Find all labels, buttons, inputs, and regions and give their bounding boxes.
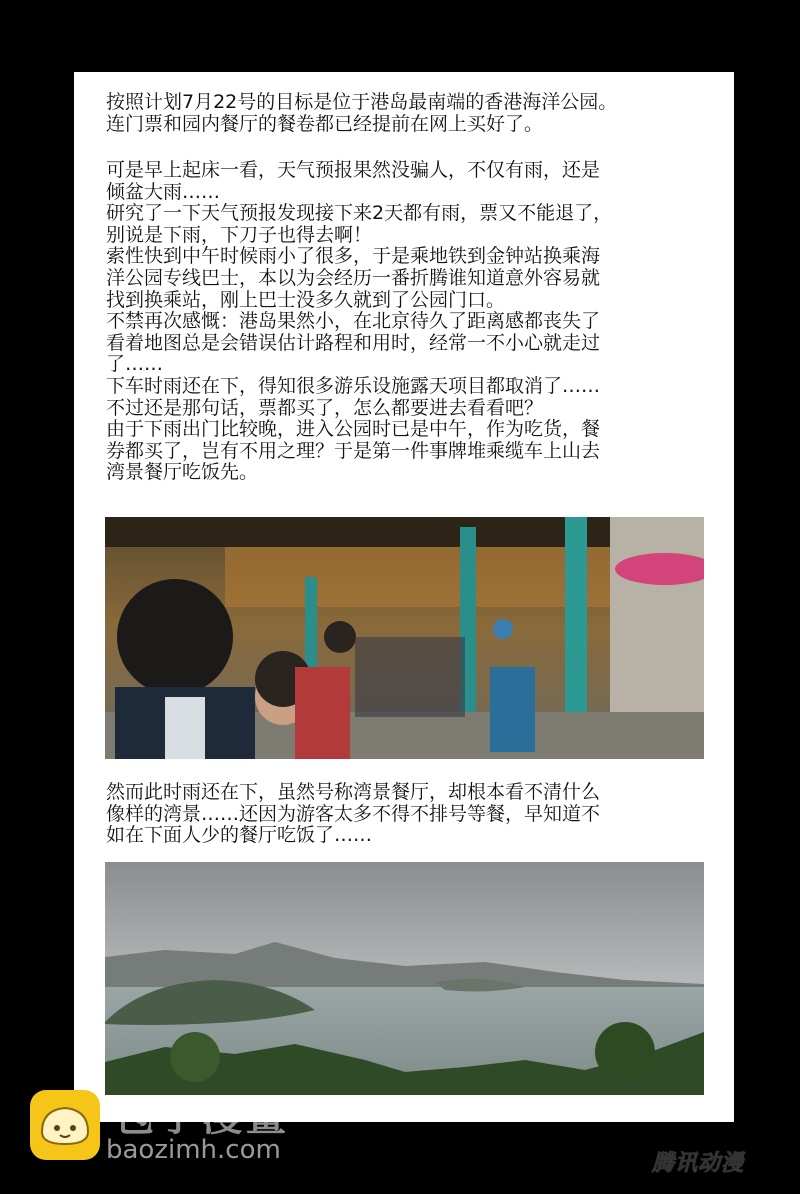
text-line: 看着地图总是会错误估计路程和用时，经常一不小心就走过: [106, 331, 601, 354]
paragraph-weather: [106, 160, 706, 484]
publisher-logo: 腾讯动漫: [652, 1151, 745, 1176]
watermark-url: baozimh.com: [106, 1135, 281, 1165]
text-line: 研究了一下天气预报发现接下来2天都有雨，票又不能退了，: [106, 202, 613, 225]
text-line: 如在下面人少的餐厅吃饭了……: [106, 824, 373, 847]
text-line: 倾盆大雨……: [106, 180, 221, 203]
watermark: [28, 1085, 358, 1175]
text-line: 然而此时雨还在下，虽然号称湾景餐厅，却根本看不清什么: [106, 781, 601, 803]
text-line: 连门票和园内餐厅的餐卷都已经提前在网上买好了。: [106, 112, 544, 135]
text-line: 不禁再次感慨：港岛果然小，在北京待久了距离感都丧失了: [106, 310, 601, 333]
text-line: 了……: [106, 353, 164, 376]
text-line: 湾景餐厅吃饭先。: [106, 461, 259, 484]
text-line: 像样的湾景……还因为游客太多不得不排号等餐，早知道不: [106, 802, 601, 825]
paragraph-restaurant: [106, 782, 706, 847]
watermark-name: 包子漫畫: [114, 1094, 290, 1140]
text-line: 下车时雨还在下，得知很多游乐设施露天项目都取消了……: [106, 374, 601, 397]
photo-bay-view: [105, 862, 704, 1095]
text-line: 按照计划7月22号的目标是位于港岛最南端的香港海洋公园。: [106, 91, 618, 113]
text-line: 由于下雨出门比较晚，进入公园时已是中午，作为吃货，餐: [106, 418, 601, 441]
bun-face-icon: [28, 1088, 102, 1162]
text-line: 找到换乘站，刚上巴士没多久就到了公园门口。: [106, 288, 506, 311]
text-line: 别说是下雨，下刀子也得去啊！: [106, 223, 373, 246]
text-line: 索性快到中午时候雨小了很多，于是乘地铁到金钟站换乘海: [106, 245, 601, 268]
text-line: 不过还是那句话，票都买了，怎么都要进去看看吧？: [106, 396, 544, 419]
paragraph-plan: [106, 92, 706, 135]
text-line: 券都买了，岂有不用之理？于是第一件事牌堆乘缆车上山去: [106, 439, 601, 462]
photo-cable-car-queue: [105, 517, 704, 759]
comic-page: [74, 72, 734, 1122]
text-line: 洋公园专线巴士，本以为会经历一番折腾谁知道意外容易就: [106, 266, 601, 289]
text-line: 可是早上起床一看，天气预报果然没骗人，不仅有雨，还是: [106, 159, 601, 181]
